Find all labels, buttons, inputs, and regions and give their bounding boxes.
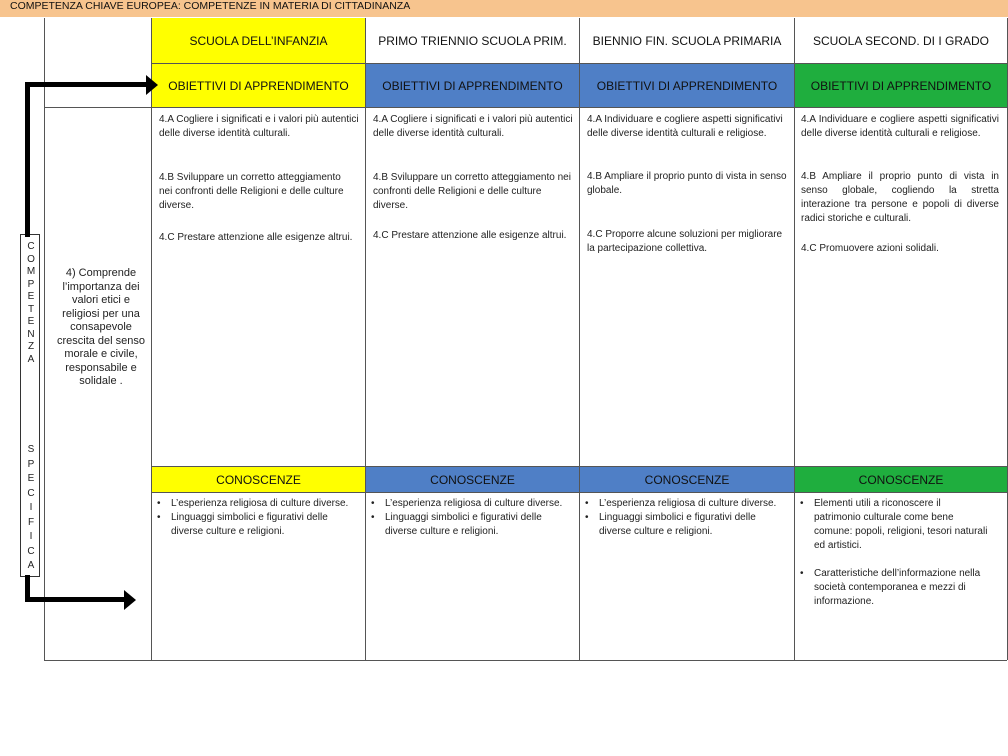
- knowledge-list-primo-triennio: [369, 497, 571, 539]
- objective-code: 4.A: [801, 114, 816, 125]
- objectives-label: OBIETTIVI DI APPRENDIMENTO: [382, 78, 563, 93]
- page-title: COMPETENZA CHIAVE EUROPEA: COMPETENZE IN MATERIA DI CITTADINANZA: [10, 0, 411, 12]
- objective-4a-secondaria: [801, 113, 999, 141]
- objective-4c-secondaria: [801, 242, 1001, 256]
- objective-4c-infanzia: [159, 231, 355, 245]
- list-item: • Caratteristiche dell’informazione nella società contemporanea e mezzi di informazione.: [798, 567, 988, 609]
- objective-4b-infanzia: [159, 171, 355, 213]
- objective-code: 4.B: [801, 171, 817, 182]
- objective-4c-primo-triennio: [373, 229, 569, 243]
- list-item: • L’esperienza religiosa di culture diverse.: [155, 497, 357, 511]
- objective-code: 4.A: [373, 114, 388, 125]
- objective-code: 4.A: [587, 114, 602, 125]
- page-header-bar: [0, 0, 1008, 17]
- objective-text: Proporre alcune soluzioni per migliorare la partecipazione collettiva.: [587, 229, 783, 254]
- knowledge-list-biennio: [583, 497, 787, 539]
- objective-code: 4.C: [587, 229, 603, 240]
- column-title: SCUOLA SECOND. DI I GRADO: [812, 33, 990, 48]
- objective-code: 4.B: [373, 172, 389, 183]
- objective-code: 4.C: [159, 232, 175, 243]
- column-header-biennio: [580, 18, 794, 63]
- knowledge-list-secondaria: [798, 497, 988, 609]
- list-item: • Elementi utili a riconoscere il patrimonio culturale come bene comune: popoli, religioni, tesori naturali ed artistici.: [798, 497, 988, 553]
- objective-4b-biennio: [587, 170, 787, 198]
- objective-text: Prestare attenzione alle esigenze altrui.: [177, 232, 353, 243]
- objectives-label-biennio: [580, 64, 794, 107]
- objective-text: Promuovere azioni solidali.: [819, 243, 939, 254]
- column-header-infanzia: [152, 18, 365, 63]
- column-header-secondaria: [795, 18, 1007, 63]
- knowledge-label: CONOSCENZE: [858, 472, 944, 487]
- objectives-label-secondaria: [795, 64, 1007, 107]
- objective-code: 4.C: [801, 243, 817, 254]
- objective-text: Sviluppare un corretto atteggiamento nei confronti delle Religioni e delle culture diverse.: [159, 172, 344, 211]
- knowledge-label: CONOSCENZE: [644, 472, 730, 487]
- objective-4b-secondaria: [801, 170, 999, 226]
- list-item: • L’esperienza religiosa di culture diverse.: [369, 497, 571, 511]
- list-item: • L’esperienza religiosa di culture diverse.: [583, 497, 787, 511]
- objective-code: 4.A: [159, 114, 174, 125]
- specifica-vertical-text: S P E C I F I C A: [27, 444, 35, 571]
- knowledge-label: CONOSCENZE: [430, 472, 515, 487]
- objective-code: 4.C: [373, 230, 389, 241]
- list-item: • Linguaggi simbolici e figurativi delle diverse culture e religioni.: [155, 511, 357, 539]
- knowledge-label-secondaria: [795, 467, 1007, 492]
- column-title: BIENNIO FIN. SCUOLA PRIMARIA: [592, 33, 782, 48]
- list-item: • Linguaggi simbolici e figurativi delle diverse culture e religioni.: [583, 511, 787, 539]
- objective-text: Cogliere i significati e i valori più autentici delle diverse identità culturali.: [373, 114, 573, 139]
- objective-text: Sviluppare un corretto atteggiamento nei confronti delle Religioni e delle culture diverse.: [373, 172, 571, 211]
- objective-text: Individuare e cogliere aspetti significativi delle diverse identità culturali e religiose.: [587, 114, 783, 139]
- objectives-label-infanzia: [152, 64, 365, 107]
- list-item: • Linguaggi simbolici e figurativi delle diverse culture e religioni.: [369, 511, 571, 539]
- objectives-label: OBIETTIVI DI APPRENDIMENTO: [168, 78, 349, 93]
- column-header-primo-triennio: [366, 18, 579, 63]
- objective-text: Ampliare il proprio punto di vista in senso globale.: [587, 171, 787, 196]
- objective-text: Ampliare il proprio punto di vista in senso globale, cogliendo la stretta interazione tra persone e popoli di diverse radici storiche e culturali.: [801, 171, 999, 224]
- objective-code: 4.B: [159, 172, 175, 183]
- knowledge-label-primo-triennio: [366, 467, 579, 492]
- column-title: PRIMO TRIENNIO SCUOLA PRIM.: [378, 33, 567, 48]
- objective-text: Prestare attenzione alle esigenze altrui.: [391, 230, 567, 241]
- knowledge-label-biennio: [580, 467, 794, 492]
- knowledge-label: CONOSCENZE: [216, 472, 301, 487]
- objective-4a-primo-triennio: [373, 113, 575, 141]
- knowledge-label-infanzia: [152, 467, 365, 492]
- competenza-vertical-text: C O M P E T E N Z A: [26, 241, 36, 365]
- objectives-label: OBIETTIVI DI APPRENDIMENTO: [596, 78, 778, 93]
- objectives-label-primo-triennio: [366, 64, 579, 107]
- competenza-specifica-box: [20, 234, 40, 577]
- objective-4a-biennio: [587, 113, 787, 141]
- competence-description: 4) Comprende l’importanza dei valori etici e religiosi per una consapevole crescita del senso morale e civile, responsabile e solidale .: [56, 267, 146, 387]
- objective-4c-biennio: [587, 228, 791, 256]
- column-title: SCUOLA DELL’INFANZIA: [189, 33, 328, 48]
- objective-code: 4.B: [587, 171, 603, 182]
- objectives-label: OBIETTIVI DI APPRENDIMENTO: [810, 78, 992, 93]
- objective-4b-primo-triennio: [373, 171, 573, 213]
- knowledge-list-infanzia: [155, 497, 357, 539]
- objective-text: Individuare e cogliere aspetti significativi delle diverse identità culturali e religiose.: [801, 114, 999, 139]
- objective-text: Cogliere i significati e i valori più autentici delle diverse identità culturali.: [159, 114, 359, 139]
- objective-4a-infanzia: [159, 113, 359, 141]
